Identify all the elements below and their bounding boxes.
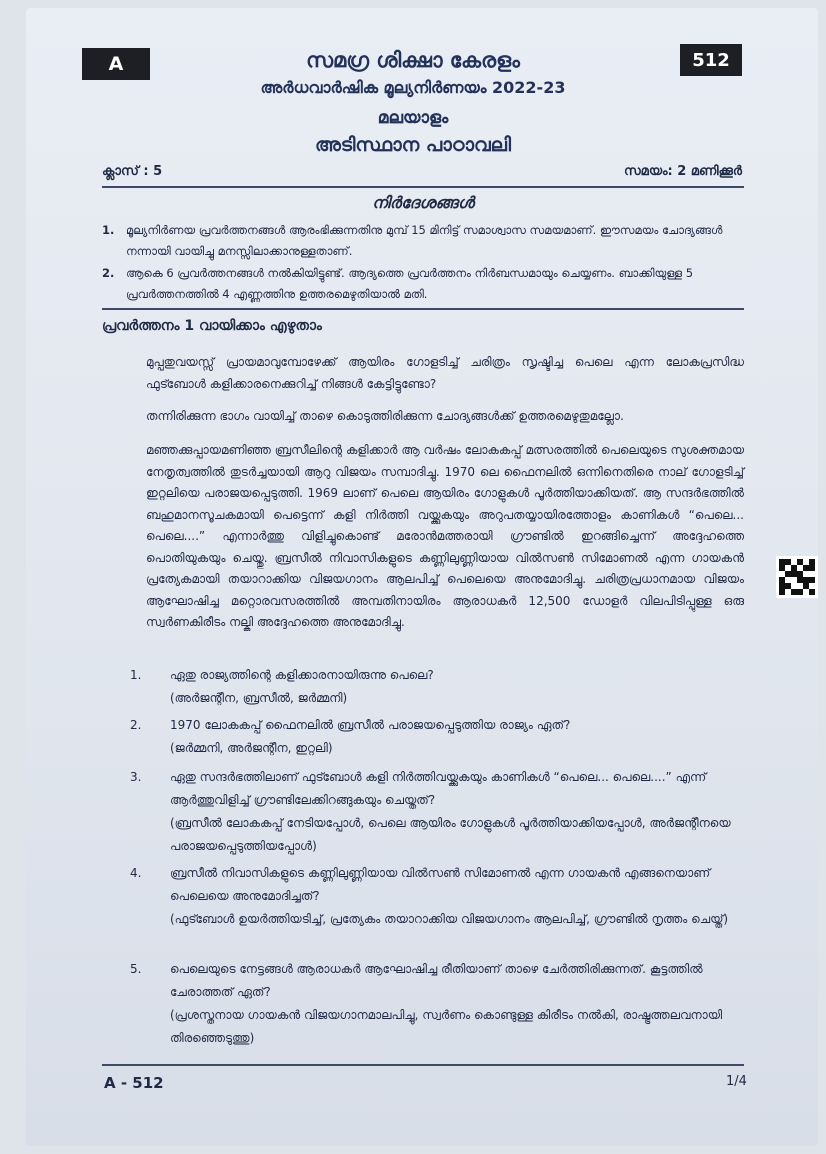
activity-title: പ്രവർത്തനം 1 വായിക്കാം എഴുതാം	[102, 318, 322, 334]
paper-code-badge: 512	[680, 44, 742, 76]
instruction-text: ആകെ 6 പ്രവർത്തനങ്ങൾ നൽകിയിട്ടുണ്ട്. ആദ്യത്തെ പ്രവർത്തനം നിർബന്ധമായും ചെയ്യണം. ബാക്കിയുള്ള 5 പ്രവർത്തനത്തിൽ 4 എണ്ണത്തിനു ഉത്തരമെഴുതിയാൽ മതി.	[126, 266, 694, 301]
question-number: 5.	[130, 962, 142, 976]
instruction-item	[102, 220, 744, 262]
question-options: (ബ്രസീൽ ലോകകപ്പ് നേടിയപ്പോൾ, പെലെ ആയിരം ഗോളുകൾ പൂർത്തിയാക്കിയപ്പോൾ, അർജന്റീനയെ പരാജയപ്പെടുത്തിയപ്പോൾ)	[170, 816, 731, 853]
question-text: ബ്രസീൽ നിവാസികളുടെ കണ്ണിലുണ്ണിയായ വിൽസൺ സിമോണൽ എന്ന ഗായകൻ എങ്ങനെയാണ് പെലെയെ അനുമോദിച്ചത്?	[170, 866, 711, 903]
question-item	[130, 714, 744, 760]
question-options: (ജർമ്മനി, അർജന്റീന, ഇറ്റലി)	[170, 741, 333, 755]
instructions-title: നിർദേശങ്ങൾ	[372, 193, 474, 212]
question-number: 1.	[130, 668, 142, 682]
question-text: പെലെയുടെ നേട്ടങ്ങൾ ആരാധകർ ആഘോഷിച്ച രീതിയാണ് താഴെ ചേർത്തിരിക്കുന്നത്. കൂട്ടത്തിൽ ചേരാത്തത് ഏത്?	[170, 962, 703, 999]
instruction-number: 1.	[102, 223, 115, 237]
question-options: (ഫുട്ബോൾ ഉയർത്തിയടിച്ച്, പ്രത്യേകം തയാറാക്കിയ വിജയഗാനം ആലപിച്ച്, ഗ്രൗണ്ടിൽ നൃത്തം ചെയ്ത്)	[170, 912, 729, 926]
set-badge: A	[82, 48, 150, 80]
question-options: (അർജന്റീന, ബ്രസീൽ, ജർമ്മനി)	[170, 691, 348, 705]
qr-code-icon	[776, 556, 818, 598]
instruction-number: 2.	[102, 266, 115, 280]
question-item	[130, 958, 744, 1050]
question-number: 3.	[130, 770, 142, 784]
question-item	[130, 766, 744, 858]
organization-title: സമഗ്ര ശിക്ഷാ കേരളം	[306, 48, 520, 72]
question-item	[130, 862, 744, 931]
class-time-row	[102, 160, 742, 186]
activity-instruction: തന്നിരിക്കുന്ന ഭാഗം വായിച്ച് താഴെ കൊടുത്തിരിക്കുന്ന ചോദ്യങ്ങൾക്ക് ഉത്തരമെഴുതുമല്ലോ.	[146, 409, 624, 423]
reading-passage: മഞ്ഞക്കുപ്പായമണിഞ്ഞ ബ്രസീലിന്റെ കളിക്കാർ ആ വർഷം ലോകകപ്പ് മത്സരത്തിൽ പെലെയുടെ സുശക്തമായ നേതൃത്വത്തിൽ തുടർച്ചയായി ആറു വിജയം സമ്പാദിച്ചു. 1970 ലെ ഫൈനലിൽ ഒന്നിനെതിരെ നാല് ഗോളടിച്ച് ഇറ്റലിയെ പരാജയപ്പെടുത്തി. 1969 ലാണ് പെലെ ആയിരം ഗോളുകൾ പൂർത്തിയാക്കിയത്. ആ സന്ദർഭത്തിൽ ബഹുമാനസൂചകമായി പെട്ടെന്ന് കളി നിർത്തി വയ്ക്കുകയും അറുപതയ്യായിരത്തോളം കാണികൾ “പെലെ... പെലെ....” എന്നാർത്തു വിളിച്ചുകൊണ്ട് മരോൻമത്തരായി ഗ്രൗണ്ടിൽ ഇറങ്ങിച്ചെന്ന് അദ്ദേഹത്തെ പൊതിയുകയും ചെയ്തു. ബ്രസീൽ നിവാസികളുടെ കണ്ണിലുണ്ണിയായ വിൽസൺ സിമോണൽ എന്ന ഗായകൻ പ്രത്യേകമായി തയാറാക്കിയ വിജയഗാനം ആലപിച്ച് പെലെയെ അനുമോദിച്ചു. ചരിത്രപ്രധാനമായ വിജയം ആഘോഷിച്ച മറ്റൊരവസരത്തിൽ അമ്പതിനായിരം ആരാധകർ 12,500 ഡോളർ വിലപിടിപ്പുള്ള ഒരു സ്വർണകിരീടം നല്കി അദ്ദേഹത്തെ അനുമോദിച്ചു.	[146, 443, 744, 629]
activity-intro: മുപ്പതുവയസ്സ് പ്രായമാവുമ്പോഴേക്ക് ആയിരം ഗോളടിച്ച് ചരിത്രം സൃഷ്ടിച്ച പെലെ എന്ന ലോകപ്രസിദ്ധ ഫുട്ബോൾ കളിക്കാരനെക്കുറിച്ച് നിങ്ങൾ കേട്ടിട്ടുണ്ടോ?	[146, 355, 744, 391]
question-text: ഏതു സന്ദർഭത്തിലാണ് ഫുട്ബോൾ കളി നിർത്തിവയ്ക്കുകയും കാണികൾ “പെലെ... പെലെ....” എന്ന് ആർത്തുവിളിച്ച് ഗ്രൗണ്ടിലേക്കിറങ്ങുകയും ചെയ്തത്?	[170, 770, 707, 807]
divider	[102, 308, 744, 310]
subject-title: മലയാളം	[377, 108, 449, 128]
divider	[102, 186, 744, 188]
time-label: സമയം: 2 മണിക്കൂർ	[623, 164, 742, 179]
footer-code: A - 512	[104, 1074, 164, 1092]
question-number: 2.	[130, 718, 142, 732]
page-number: 1/4	[726, 1074, 747, 1089]
question-text: 1970 ലോകകപ്പ് ഫൈനലിൽ ബ്രസീൽ പരാജയപ്പെടുത്തിയ രാജ്യം ഏത്?	[170, 718, 571, 732]
divider	[102, 1064, 744, 1066]
class-label: ക്ലാസ് : 5	[102, 164, 163, 179]
exam-title: അർധവാർഷിക മൂല്യനിർണയം 2022-23	[260, 78, 566, 97]
instruction-text: മൂല്യനിർണയ പ്രവർത്തനങ്ങൾ ആരംഭിക്കുന്നതിനു മുമ്പ് 15 മിനിട്ട് സമാശ്വാസ സമയമാണ്. ഈസമയം ചോദ്യങ്ങൾ നന്നായി വായിച്ചു മനസ്സിലാക്കാനുള്ളതാണ്.	[126, 223, 723, 258]
question-options: (പ്രശസ്തനായ ഗായകൻ വിജയഗാനമാലപിച്ചു, സ്വർണം കൊണ്ടുള്ള കിരീടം നൽകി, രാഷ്ട്രത്തലവനായി തിരഞ്ഞെടുത്തു)	[170, 1008, 723, 1045]
question-item	[130, 664, 744, 710]
instruction-item	[102, 263, 744, 305]
question-text: ഏതു രാജ്യത്തിന്റെ കളിക്കാരനായിരുന്നു പെലെ?	[170, 668, 434, 682]
question-number: 4.	[130, 866, 142, 880]
textbook-title: അടിസ്ഥാന പാഠാവലി	[314, 134, 512, 156]
